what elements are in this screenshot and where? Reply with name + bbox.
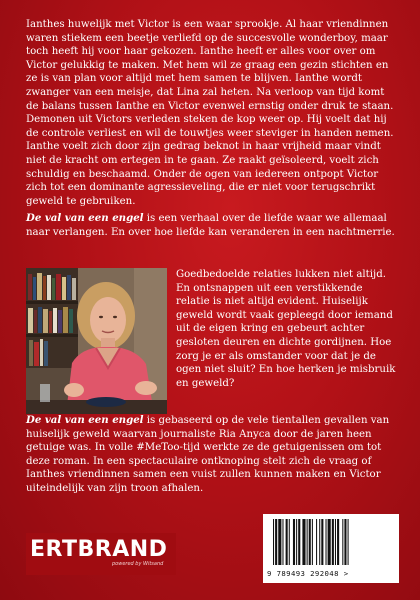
- back-cover-intro: Ianthes huwelijk met Victor is een waar sprookje. Al haar vriendinnen waren stiekem een beetje verliefd op de succesvolle wonderboy, maar toch heeft hij voor haar gekozen. Ianthe heeft er alles voor over om Victor gelukkig te maken. Met hem wil ze graag een gezin stichten en ze is van plan voor altijd met hem samen te blijven. Ianthe wordt zwanger van een meisje, dat Lina zal heten. Na verloop van tijd komt de balans tussen Ianthe en Victor evenwel ernstig onder druk te staan. Demonen uit Victors verleden steken de kop weer op. Hij voelt dat hij de controle verliest en wil de touwtjes weer steviger in handen nemen. Ianthe voelt zich door zijn gedrag beknot in haar vrijheid maar vindt niet de kracht om ertegen in te gaan. Ze raakt geïsoleerd, voelt zich schuldig en beschaamd. Onder de ogen van iedereen ontpopt Victor zich tot een dominante agressieveling, die er niet voor terugschrikt geweld te gebruiken.: [26, 19, 394, 207]
- tagline-paragraph: [26, 212, 398, 239]
- author-photo: [26, 268, 167, 414]
- publisher-name: ERTBRAND: [30, 537, 168, 562]
- publisher-tagline: powered by Witsand: [112, 561, 164, 567]
- bottom-paragraph: [26, 414, 398, 496]
- author-photo-illustration: [26, 268, 167, 414]
- book-title-inline: De val van een engel: [26, 212, 144, 224]
- isbn-barcode: [263, 514, 399, 583]
- side-paragraph: Goedbedoelde relaties lukken niet altijd. En ontsnappen uit een verstikkende relatie is niet altijd evident. Huiselijk geweld wordt vaak gepleegd door iemand uit de eigen kring en gebeurt achter gesloten deuren en dichte gordijnen. Hoe zorg je er als omstander voor dat je de ogen niet sluit? En hoe herken je misbruik en geweld?: [176, 269, 396, 389]
- isbn-digits: 9 789493 292048 >: [267, 569, 349, 578]
- book-title-inline-2: De val van een engel: [26, 414, 144, 426]
- publisher-logo: [26, 533, 176, 575]
- barcode-bars-icon: [263, 514, 399, 568]
- tagline-text: is een verhaal over de liefde waar we allemaal naar verlangen. En over hoe liefde kan veranderen in een nachtmerrie.: [26, 213, 395, 238]
- bottom-paragraph-text: is gebaseerd op de vele tientallen gevallen van huiselijk geweld waarvan journaliste Ria Anyca door de jaren heen getuige was. In volle #MeToo-tijd werkte ze de getuigenissen om tot deze roman. In een spectaculaire ontknoping stelt zich de vraag of Ianthes vriendinnen samen een vuist zullen kunnen maken en Victor uiteindelijk van zijn troon afhalen.: [26, 415, 390, 494]
